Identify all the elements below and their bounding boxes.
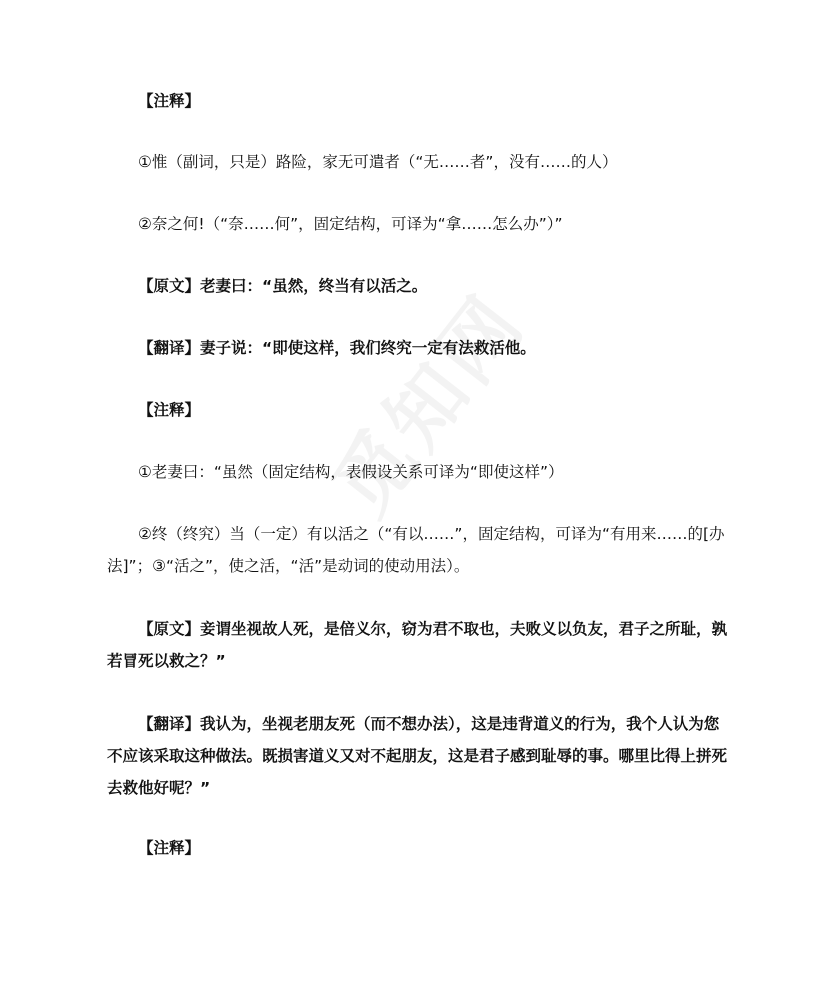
- annotation-heading-2: 【注释】: [138, 401, 201, 419]
- annotation-item-1: ①惟（副词，只是）路险，家无可遣者（“无……者”，没有……的人）: [138, 153, 618, 171]
- annotation-heading-1: 【注释】: [138, 92, 201, 110]
- annotation-item-3: ①老妻曰：“虽然（固定结构，表假设关系可译为“即使这样”）: [138, 463, 564, 481]
- translation-2: 【翻译】我认为，坐视老朋友死（而不想办法），这是违背道义的行为，我个人认为您不应该采取这种做法。既损害道义又对不起朋友，这是君子感到耻辱的事。哪里比得上拼死去救他好呢？”: [107, 715, 728, 797]
- annotation-item-4: ②终（终究）当（一定）有以活之（“有以……”，固定结构，可译为“有用来……的[办法]”；③“活之”，使之活，“活”是动词的使动用法）。: [107, 525, 725, 575]
- annotation-item-2: ②奈之何!（“奈……何”，固定结构，可译为“拿……怎么办”）”: [138, 215, 563, 233]
- original-text-1: 【原文】老妻曰：“虽然，终当有以活之。: [138, 277, 428, 295]
- original-text-2: 【原文】妾谓坐视故人死，是倍义尔，窃为君不取也，夫败义以负友，君子之所耻，孰若冒死以救之？”: [107, 620, 728, 670]
- annotation-heading-3: 【注释】: [138, 839, 201, 857]
- translation-1: 【翻译】妻子说：“即使这样，我们终究一定有法救活他。: [138, 339, 536, 357]
